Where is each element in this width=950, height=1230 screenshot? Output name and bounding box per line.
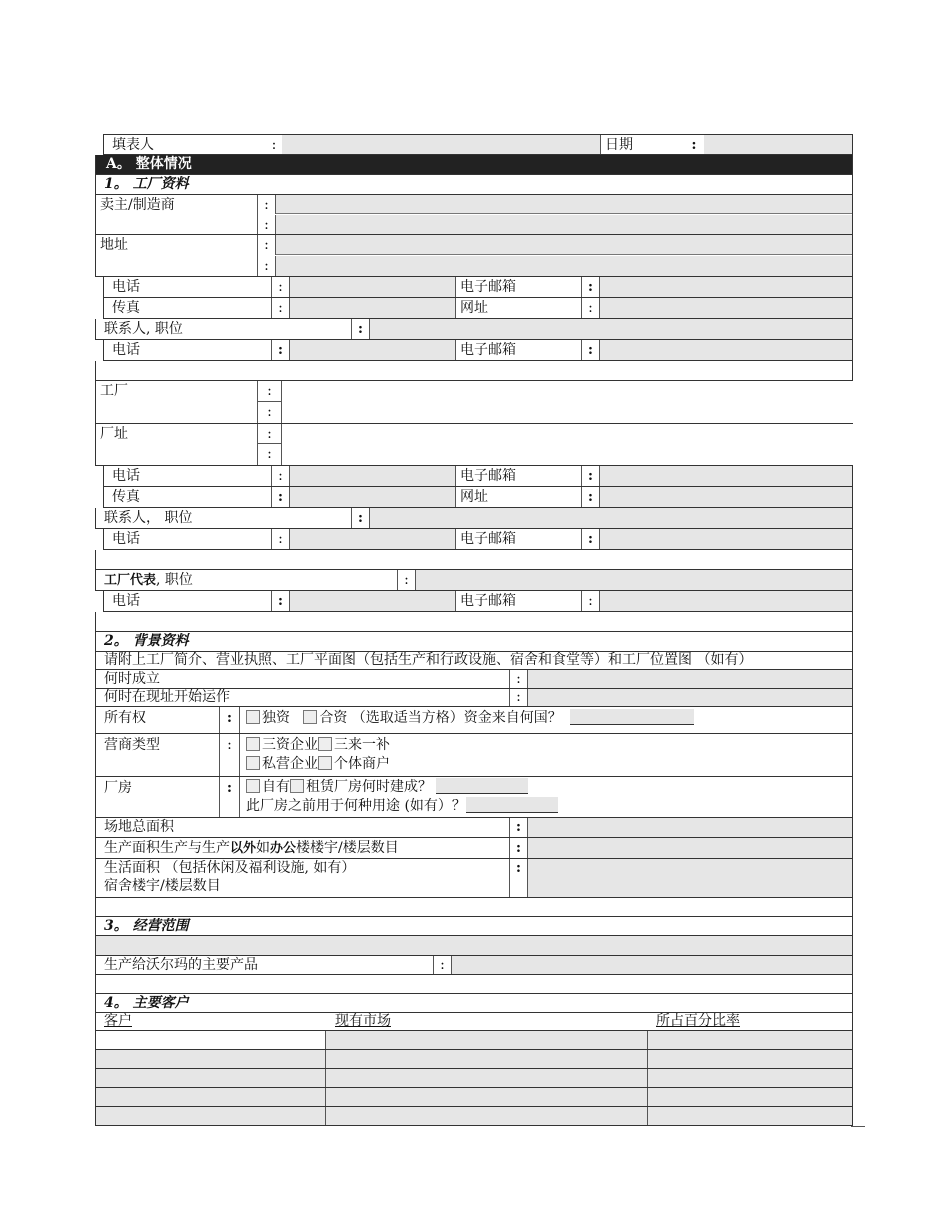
biz-4-label: 个体商户 — [334, 756, 390, 772]
building-row — [95, 777, 853, 818]
colon: : — [582, 277, 600, 297]
colon: : — [258, 215, 276, 234]
section-1-header — [95, 175, 853, 195]
rent-building-checkbox[interactable] — [290, 779, 304, 793]
customer-cell[interactable] — [96, 1031, 326, 1049]
fax-field[interactable] — [290, 298, 456, 318]
scope-field[interactable] — [95, 936, 853, 956]
rep-phone-label: 电话 — [108, 591, 272, 611]
percent-cell[interactable] — [648, 1107, 852, 1125]
factory-block — [95, 381, 853, 424]
building-options — [242, 778, 852, 817]
biz-type-row — [95, 734, 853, 777]
current-site-field[interactable] — [528, 689, 852, 706]
colon: : — [272, 466, 290, 486]
colon: : — [510, 670, 528, 688]
seller-label: 卖主/制造商 — [96, 195, 258, 234]
living-area-row — [95, 859, 853, 898]
factory-email-field[interactable] — [600, 466, 852, 486]
factory-address-label: 厂址 — [96, 424, 258, 465]
market-cell[interactable] — [326, 1069, 648, 1087]
factory-website-label: 网址 — [456, 487, 582, 507]
colon: : — [272, 277, 290, 297]
fax-row — [103, 298, 853, 319]
website-label: 网址 — [456, 298, 582, 318]
col-market: 现有市场 — [335, 1013, 391, 1029]
contact-phone-label: 电话 — [108, 340, 272, 360]
fax-label: 传真 — [108, 298, 272, 318]
living-area-label — [100, 859, 510, 897]
contact2-row — [95, 508, 853, 529]
colon: : — [582, 529, 600, 549]
contact-label: 联系人, 职位 — [100, 319, 352, 339]
colon: : — [582, 298, 600, 318]
rep-email-label: 电子邮箱 — [456, 591, 582, 611]
colon: : — [510, 838, 528, 858]
colon: : — [510, 689, 528, 706]
colon: : — [510, 818, 528, 837]
colon: : — [582, 466, 600, 486]
customer-cell[interactable] — [96, 1088, 326, 1106]
rep-label-rest: , 职位 — [156, 572, 193, 588]
colon: : — [582, 591, 600, 611]
factory-email-label: 电子邮箱 — [456, 466, 582, 486]
attach-note: 请附上工厂简介、营业执照、工厂平面图（包括生产和行政设施、宿舍和食堂等）和工厂位置图 （如有） — [104, 652, 753, 668]
spacer-row — [95, 612, 853, 632]
total-area-row — [95, 818, 853, 838]
phone-label: 电话 — [108, 277, 272, 297]
colon: : — [510, 859, 528, 897]
established-field[interactable] — [528, 670, 852, 688]
contact2-phone-row — [103, 529, 853, 550]
contact-row — [95, 319, 853, 340]
current-site-row — [95, 689, 853, 707]
contact2-email-field[interactable] — [600, 529, 852, 549]
jv-checkbox[interactable] — [303, 710, 317, 724]
customer-row — [95, 1031, 853, 1050]
section-3-header — [95, 917, 853, 936]
contact-phone-field[interactable] — [290, 340, 456, 360]
current-site-label: 何时在现址开始运作 — [100, 689, 510, 706]
total-area-label: 场地总面积 — [100, 818, 510, 837]
factory-website-field[interactable] — [600, 487, 852, 507]
customers-header-row — [95, 1013, 853, 1031]
customer-row — [95, 1069, 853, 1088]
seller-field-1[interactable] — [276, 195, 852, 214]
table-tail-line — [851, 1126, 865, 1127]
colon: : — [272, 487, 290, 507]
prev-use-label: 此厂房之前用于何种用途 (如有）？ — [246, 798, 466, 814]
email-field[interactable] — [600, 277, 852, 297]
filler-field[interactable] — [282, 135, 600, 154]
jv-label: 合资 （选取适当方格）资金来自何国？ — [319, 710, 562, 726]
customer-cell[interactable] — [96, 1107, 326, 1125]
market-cell[interactable] — [326, 1050, 648, 1068]
contact-field[interactable] — [370, 319, 852, 339]
prod-area-label — [100, 838, 510, 858]
customer-row — [95, 1107, 853, 1126]
section-a-header — [95, 155, 853, 175]
factory-fax-field[interactable] — [290, 487, 456, 507]
address-label: 地址 — [96, 235, 258, 276]
market-cell[interactable] — [326, 1107, 648, 1125]
contact2-phone-field[interactable] — [290, 529, 456, 549]
building-label: 厂房 — [100, 777, 220, 817]
col-percent: 所占百分比率 — [656, 1013, 740, 1029]
date-field[interactable] — [704, 135, 852, 154]
colon: : — [352, 508, 370, 528]
factory-label: 工厂 — [96, 381, 258, 423]
colon: : — [220, 777, 240, 817]
rep-row — [95, 570, 853, 591]
colon: : — [220, 707, 240, 733]
ownership-options — [242, 707, 852, 733]
living-area-text-2: 宿舍楼宇/楼层数目 — [104, 878, 221, 894]
factory-phone-field[interactable] — [290, 466, 456, 486]
spacer-row — [95, 361, 853, 381]
colon: : — [398, 570, 416, 590]
own-building-checkbox[interactable] — [246, 779, 260, 793]
customer-row — [95, 1050, 853, 1069]
rep-phone-row — [103, 591, 853, 612]
colon: : — [272, 529, 290, 549]
living-area-field[interactable] — [528, 859, 852, 897]
colon: : — [258, 195, 276, 214]
website-field[interactable] — [600, 298, 852, 318]
colon: : — [352, 319, 370, 339]
colon: : — [258, 444, 282, 465]
spacer-row — [95, 898, 853, 917]
phone-field[interactable] — [290, 277, 456, 297]
colon: : — [271, 137, 277, 153]
biz-3-checkbox[interactable] — [246, 756, 260, 770]
colon: : — [258, 381, 282, 402]
supplier-form — [95, 134, 853, 1126]
address-block — [95, 235, 853, 277]
date-label: 日期 — [600, 135, 700, 154]
prod-area-text-a: 生产面积生产与生产 — [104, 840, 230, 856]
biz-2-checkbox[interactable] — [318, 737, 332, 751]
prod-area-text-d: 办公 — [270, 841, 297, 856]
products-field[interactable] — [452, 956, 852, 974]
ownership-label: 所有权 — [100, 707, 220, 733]
section-1-title: 1。 工厂资料 — [104, 176, 189, 192]
colon: : — [582, 340, 600, 360]
phone-row — [103, 277, 853, 298]
customer-row — [95, 1088, 853, 1107]
contact2-phone-label: 电话 — [108, 529, 272, 549]
established-label: 何时成立 — [100, 670, 510, 688]
contact2-email-label: 电子邮箱 — [456, 529, 582, 549]
prod-area-text-b: 以外 — [230, 841, 257, 856]
prod-area-row — [95, 838, 853, 859]
colon: : — [258, 256, 276, 276]
section-2-title: 2。 背景资料 — [104, 633, 189, 649]
established-row — [95, 670, 853, 689]
seller-block — [95, 195, 853, 235]
rep-label-bold: 工厂代表 — [104, 573, 157, 588]
factory-phone-label: 电话 — [108, 466, 272, 486]
ownership-row — [95, 707, 853, 734]
spacer-row — [95, 975, 853, 994]
contact-email-label: 电子邮箱 — [456, 340, 582, 360]
section-2-header — [95, 632, 853, 652]
colon: : — [272, 591, 290, 611]
products-label: 生产给沃尔玛的主要产品 — [100, 956, 434, 974]
customer-cell[interactable] — [96, 1069, 326, 1087]
section-4-title: 4。 主要客户 — [104, 995, 189, 1011]
filler-label: 填表人 — [112, 137, 154, 153]
filler-row — [103, 134, 853, 155]
factory-address-block — [95, 424, 853, 466]
prod-area-text-c: 如 — [256, 840, 271, 856]
prod-area-text-e: 楼楼宇/楼层数目 — [296, 840, 399, 856]
products-row — [95, 956, 853, 975]
rep-email-field[interactable] — [600, 591, 852, 611]
percent-cell[interactable] — [648, 1069, 852, 1087]
market-cell[interactable] — [326, 1031, 648, 1049]
biz-4-checkbox[interactable] — [318, 756, 332, 770]
rent-building-label: 租赁厂房何时建成？ — [306, 779, 432, 795]
total-area-field[interactable] — [528, 818, 852, 837]
factory-fax-label: 传真 — [108, 487, 272, 507]
colon: : — [258, 402, 282, 423]
biz-type-label: 营商类型 — [100, 734, 220, 776]
contact2-label: 联系人， 职位 — [100, 508, 352, 528]
col-customer: 客户 — [104, 1013, 132, 1029]
prev-use-field[interactable] — [466, 797, 558, 813]
colon: : — [582, 487, 600, 507]
factory-phone-row — [103, 466, 853, 487]
colon: : — [691, 137, 697, 153]
email-label: 电子邮箱 — [456, 277, 582, 297]
customer-cell[interactable] — [96, 1050, 326, 1068]
colon: : — [220, 734, 240, 776]
rep-label — [100, 570, 398, 590]
built-when-field[interactable] — [436, 778, 528, 794]
own-building-label: 自有 — [262, 779, 290, 795]
biz-1-checkbox[interactable] — [246, 737, 260, 751]
percent-cell[interactable] — [648, 1050, 852, 1068]
section-3-title: 3。 经营范围 — [104, 918, 189, 934]
sole-label: 独资 — [262, 710, 290, 726]
colon: : — [272, 298, 290, 318]
prod-area-field[interactable] — [528, 838, 852, 858]
factory-fax-row — [103, 487, 853, 508]
percent-cell[interactable] — [648, 1088, 852, 1106]
rep-field[interactable] — [416, 570, 852, 590]
colon: : — [258, 424, 282, 444]
section-4-header — [95, 994, 853, 1013]
sole-checkbox[interactable] — [246, 710, 260, 724]
living-area-text-1: 生活面积 （包括休闲及福利设施, 如有） — [104, 860, 356, 876]
biz-type-options — [242, 736, 852, 776]
colon: : — [258, 235, 276, 255]
attach-row — [95, 652, 853, 670]
spacer-row — [95, 550, 853, 570]
biz-1-label: 三资企业 — [262, 737, 318, 753]
biz-2-label: 三来一补 — [334, 737, 390, 753]
seller-field-2[interactable] — [276, 215, 852, 234]
address-field-1[interactable] — [276, 235, 852, 255]
market-cell[interactable] — [326, 1088, 648, 1106]
contact2-field[interactable] — [370, 508, 852, 528]
rep-phone-field[interactable] — [290, 591, 456, 611]
capital-country-field[interactable] — [570, 709, 694, 725]
contact-phone-row — [103, 340, 853, 361]
colon: : — [272, 340, 290, 360]
colon: : — [434, 956, 452, 974]
biz-3-label: 私营企业 — [262, 756, 318, 772]
contact-email-field[interactable] — [600, 340, 852, 360]
address-field-2[interactable] — [276, 256, 852, 276]
section-a-title: A。 整体情况 — [106, 156, 192, 172]
percent-cell[interactable] — [648, 1031, 852, 1049]
